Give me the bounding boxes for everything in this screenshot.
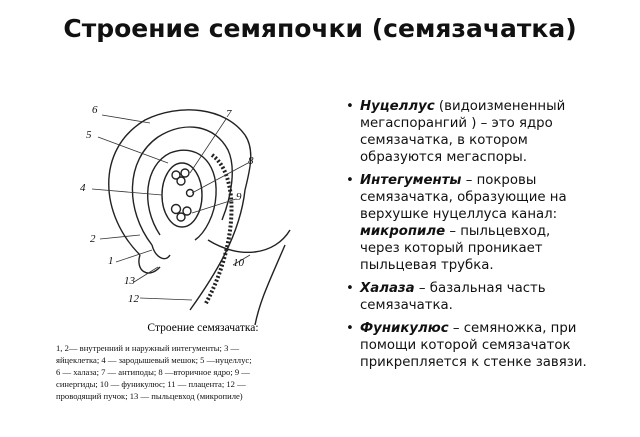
definition-text: – семяножка, при [448,321,577,336]
label-12: 12 [128,293,139,305]
term: Интегументы [360,173,462,188]
legend-line: яйцеклетка; 4 — зародышевый мешок; 5 —нуцеллус; [56,355,252,366]
term: микропиле [360,224,446,239]
label-1: 1 [108,255,114,267]
legend-line: проводящий пучок; 13 — пыльцевход (микропиле) [56,391,243,402]
label-9: 9 [236,191,242,203]
definition-text: (видоизмененный [434,99,566,114]
label-2: 2 [90,233,96,245]
label-13: 13 [124,275,135,287]
label-8: 8 [248,155,254,167]
definition-text: верхушке нуцеллуса канал: [360,207,558,222]
definition-text: – базальная часть [414,281,546,296]
definition-chalaza [344,280,634,314]
legend-line: синергиды; 10 — фуникулюс; 11 — плацента; 12 — [56,379,246,390]
term: Фуникулюс [360,321,449,336]
term: Халаза [360,281,415,296]
embryo-sac [162,163,202,227]
definition-text: – пыльцевход, [445,224,551,239]
definition-text: через который проникает [360,241,543,256]
bullet-marker: • [346,173,354,188]
bullet-marker: • [346,321,354,336]
label-10: 10 [233,257,244,269]
page-title: Строение семяпочки (семязачатка) [63,14,577,43]
definition-text: мегаспорангий ) – это ядро [360,116,553,131]
figure-caption: Строение семязачатка: [147,322,259,334]
definition-text: пыльцевая трубка. [360,258,494,273]
bullet-marker: • [346,99,354,114]
ovule-diagram [40,95,340,325]
funiculus [190,190,245,310]
definitions-list [344,98,634,377]
label-5: 5 [86,129,92,141]
definition-text: семязачатка. [360,298,453,313]
definition-nucellus [344,98,634,166]
definition-text: образуются мегаспоры. [360,150,527,165]
definition-text: семязачатка, образующие на [360,190,567,205]
term: Нуцеллус [360,99,435,114]
figure-legend [56,342,306,402]
definition-text: семязачатка, в котором [360,133,528,148]
definition-integuments [344,172,634,274]
definition-text: прикрепляется к стенке завязи. [360,355,587,370]
label-7: 7 [226,108,232,120]
legend-line: 6 — халаза; 7 — антиподы; 8 —вторичное ядро; 9 — [56,367,250,378]
definition-funiculus [344,320,634,371]
definition-text: помощи которой семязачаток [360,338,571,353]
label-6: 6 [92,104,98,116]
bullet-marker: • [346,281,354,296]
legend-line: 1, 2— внутренний и наружный интегументы; 3 — [56,343,240,353]
definition-text: – покровы [461,173,537,188]
label-4: 4 [80,182,86,194]
